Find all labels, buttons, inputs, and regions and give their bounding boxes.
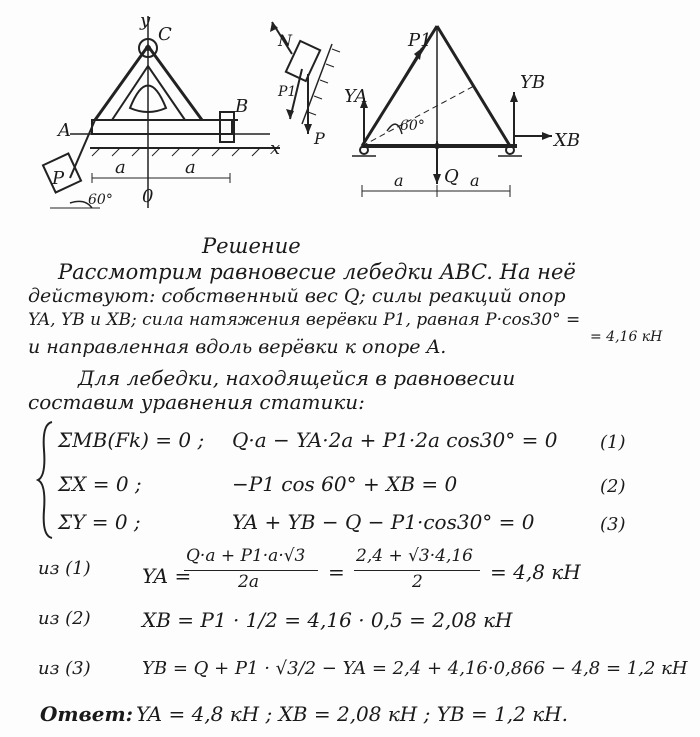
- label-angle: 60°: [400, 118, 425, 134]
- equation-2-right: −P1 cos 60° + XB = 0: [232, 472, 458, 496]
- label-y: y: [140, 10, 151, 31]
- label-a1: a: [394, 171, 404, 190]
- result-2-from: из (2): [38, 608, 91, 629]
- label-yb: YB: [520, 72, 546, 93]
- result-1-lhs: YA =: [142, 564, 192, 588]
- label-a-point: A: [58, 120, 71, 141]
- label-x: x: [270, 138, 281, 159]
- text-line-4: и направленная вдоль верёвки к опоре A.: [28, 336, 447, 358]
- result-3-from: из (3): [38, 658, 91, 679]
- equation-3-number: (3): [600, 514, 626, 535]
- result-1-num1: Q·a + P1·a·√3: [186, 546, 306, 566]
- text-line-3: YA, YB и XB; сила натяжения верёвки P1, равная P·cos30° =: [28, 310, 581, 330]
- label-a1: a: [115, 157, 126, 178]
- label-angle: 60°: [88, 192, 113, 208]
- label-xb: XB: [554, 130, 581, 151]
- result-1-num2: 2,4 + √3·4,16: [356, 546, 473, 566]
- result-1-bar1: [184, 570, 318, 571]
- system-brace: [36, 420, 56, 540]
- label-c: C: [158, 24, 172, 45]
- figure-winch-assembly: [30, 8, 290, 238]
- equation-2-left: ΣX = 0 ;: [58, 472, 142, 496]
- equation-1-left: ΣMB(Fk) = 0 ;: [58, 428, 205, 452]
- label-q: Q: [444, 166, 459, 187]
- heading: Решение: [202, 234, 301, 258]
- label-p1: P1: [278, 84, 297, 100]
- result-1-bar2: [354, 570, 480, 571]
- label-a2: a: [185, 157, 196, 178]
- equation-3-left: ΣY = 0 ;: [58, 510, 141, 534]
- answer-value: YA = 4,8 кН ; XB = 2,08 кН ; YB = 1,2 кН.: [136, 702, 568, 726]
- result-2-expr: XB = P1 · 1/2 = 4,16 · 0,5 = 2,08 кН: [142, 608, 513, 632]
- equation-1-number: (1): [600, 432, 626, 453]
- result-1-eq: =: [328, 560, 345, 584]
- text-line-6: составим уравнения статики:: [28, 390, 365, 414]
- result-3-expr: YB = Q + P1 · √3/2 − YA = 2,4 + 4,16·0,866 − 4,8 = 1,2 кН: [142, 658, 688, 679]
- answer-label: Ответ:: [40, 702, 133, 726]
- equation-2-number: (2): [600, 476, 626, 497]
- figure-block-forces: [262, 14, 352, 154]
- label-a2: a: [470, 171, 480, 190]
- equation-3-right: YA + YB − Q − P1·cos30° = 0: [232, 510, 535, 534]
- figure-free-body: [342, 6, 682, 206]
- label-o: 0: [142, 186, 154, 207]
- text-line-5: Для лебедки, находящейся в равновесии: [78, 366, 516, 390]
- label-p1: P1: [408, 30, 432, 51]
- result-1-den2: 2: [412, 572, 423, 592]
- label-p: P: [314, 129, 325, 148]
- label-n: N: [278, 31, 292, 50]
- result-1-from: из (1): [38, 558, 91, 579]
- label-ya: YA: [344, 86, 368, 107]
- result-1-value: = 4,8 кН: [490, 560, 581, 584]
- result-1-den1: 2a: [238, 572, 259, 592]
- label-p: P: [52, 168, 65, 189]
- text-line-3b: = 4,16 кН: [590, 329, 663, 345]
- text-line-2: действуют: собственный вес Q; силы реакций опор: [28, 285, 566, 307]
- text-line-1: Рассмотрим равновесие лебедки ABC. На неё: [58, 260, 576, 284]
- label-b-point: B: [235, 96, 249, 117]
- equation-1-right: Q·a − YA·2a + P1·2a cos30° = 0: [232, 428, 558, 452]
